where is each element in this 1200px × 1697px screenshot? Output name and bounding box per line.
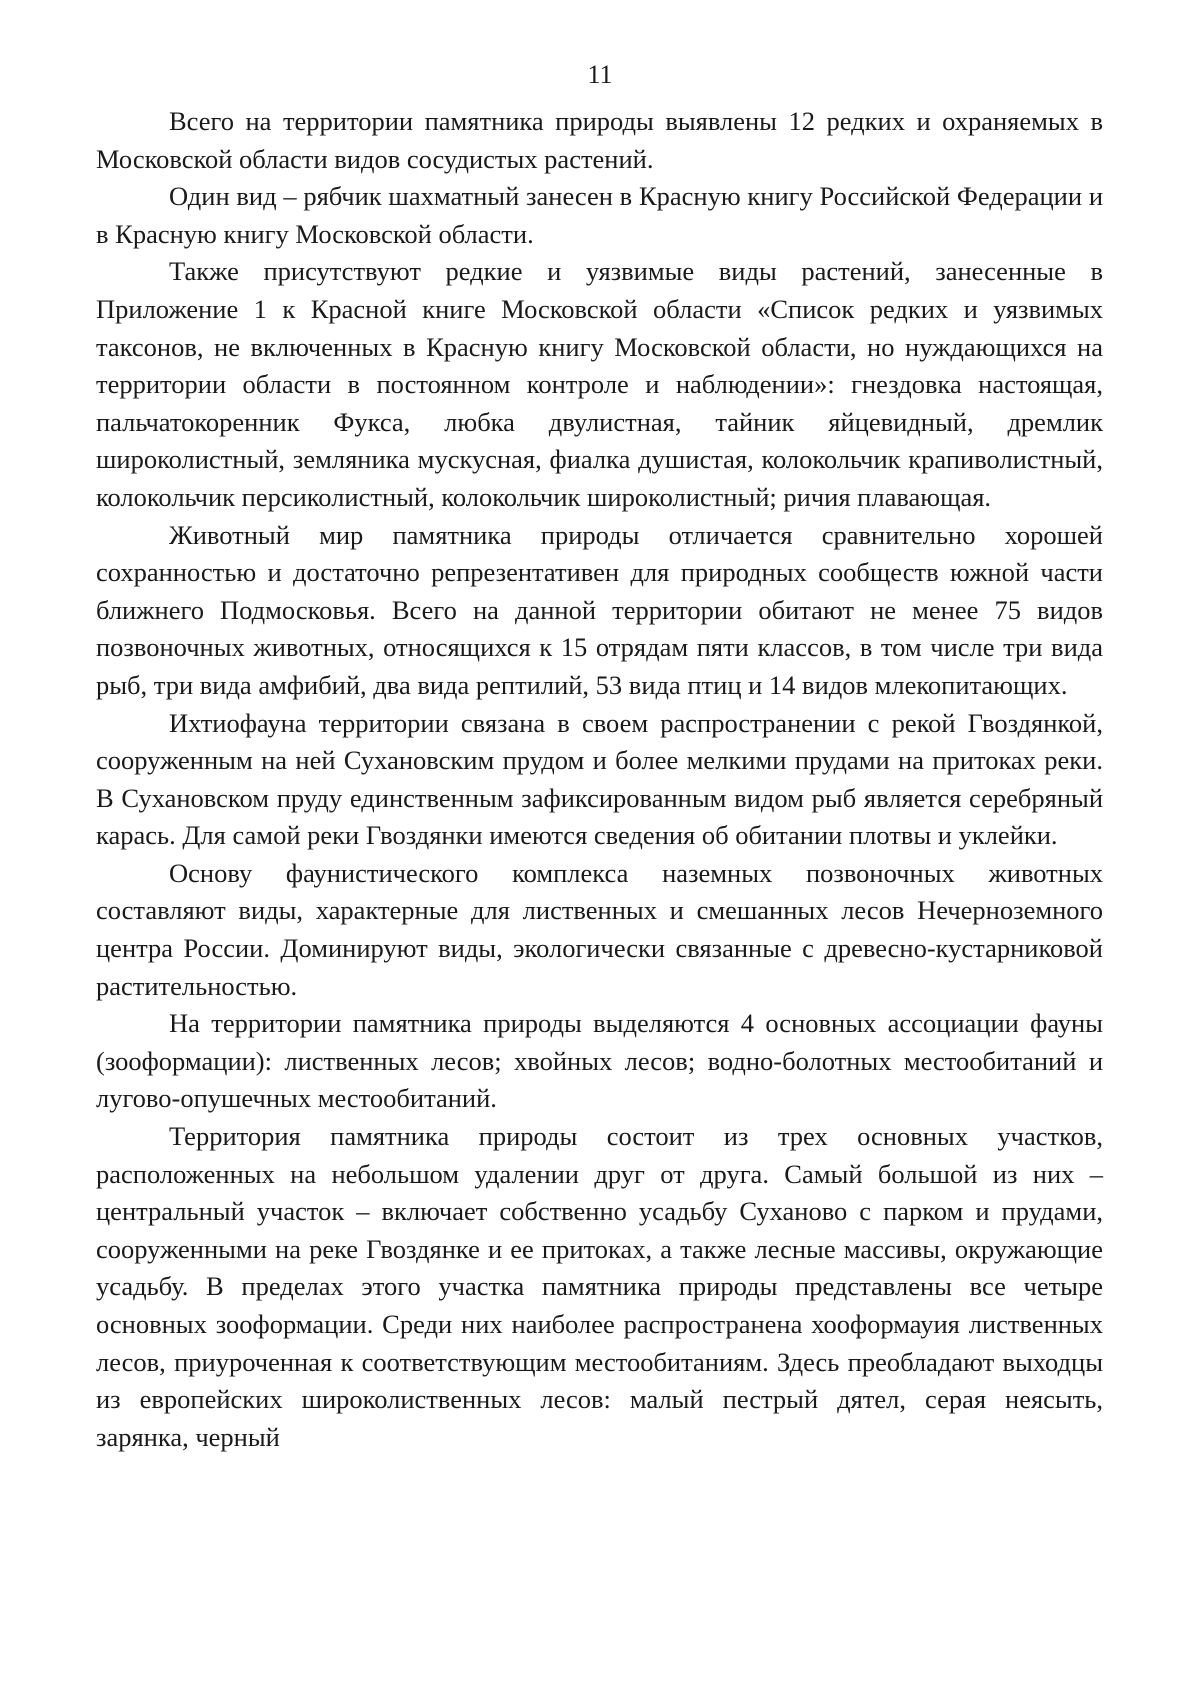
- paragraph: Всего на территории памятника природы выявлены 12 редких и охраняемых в Московской области видов сосудистых растений.: [96, 106, 1103, 174]
- paragraph: Животный мир памятника природы отличается сравнительно хорошей сохранностью и достаточно репрезентативен для природных сообществ южной части ближнего Подмосковья. Всего на данной территории обитают не менее 75 видов позвоночных животных, относящихся к 15 отрядам пяти классов, в том числе три вида рыб, три вида амфибий, два вида рептилий, 53 вида птиц и 14 видов млекопитающих.: [96, 519, 1103, 700]
- paragraph: Территория памятника природы состоит из трех основных участков, расположенных на небольшом удалении друг от друга. Самый большой из них – центральный участок – включает собственно усадьбу Суханово с парком и прудами, сооруженными на реке Гвоздянке и ее притоках, а также лесные массивы, окружающие усадьбу. В пределах этого участка памятника природы представлены все четыре основных зооформации. Среди них наиболее распространена хооформауия лиственных лесов, приуроченная к соответствующим местообитаниям. Здесь преобладают выходцы из европейских широколиственных лесов: малый пестрый дятел, серая неясыть, зарянка, черный: [96, 1121, 1103, 1452]
- paragraph: Основу фаунистического комплекса наземных позвоночных животных составляют виды, характерные для лиственных и смешанных лесов Нечерноземного центра России. Доминируют виды, экологически связанные с древесно-кустарниковой растительностью.: [96, 857, 1103, 1001]
- paragraph: На территории памятника природы выделяются 4 основных ассоциации фауны (зооформации): лиственных лесов; хвойных лесов; водно-болотных местообитаний и лугово-опушечных местообитаний.: [96, 1008, 1103, 1114]
- page-number: 11: [587, 60, 613, 89]
- paragraph: Также присутствуют редкие и уязвимые виды растений, занесенные в Приложение 1 к Красной книге Московской области «Список редких и уязвимых таксонов, не включенных в Красную книгу Московской области, но нуждающихся на территории области в постоянном контроле и наблюдении»: гнездовка настоящая, пальчатокоренник Фукса, любка двулистная, тайник яйцевидный, дремлик широколистный, земляника мускусная, фиалка душистая, колокольчик крапиволистный, колокольчик персиколистный, колокольчик широколистный; ричия плавающая.: [96, 256, 1103, 512]
- paragraph: Ихтиофауна территории связана в своем распространении с рекой Гвоздянкой, сооруженным на ней Сухановским прудом и более мелкими прудами на притоках реки. В Сухановском пруду единственным зафиксированным видом рыб является серебряный карась. Для самой реки Гвоздянки имеются сведения об обитании плотвы и уклейки.: [96, 707, 1103, 851]
- paragraph: Один вид – рябчик шахматный занесен в Красную книгу Российской Федерации и в Красную книгу Московской области.: [96, 181, 1103, 249]
- document-body: [96, 103, 1103, 1456]
